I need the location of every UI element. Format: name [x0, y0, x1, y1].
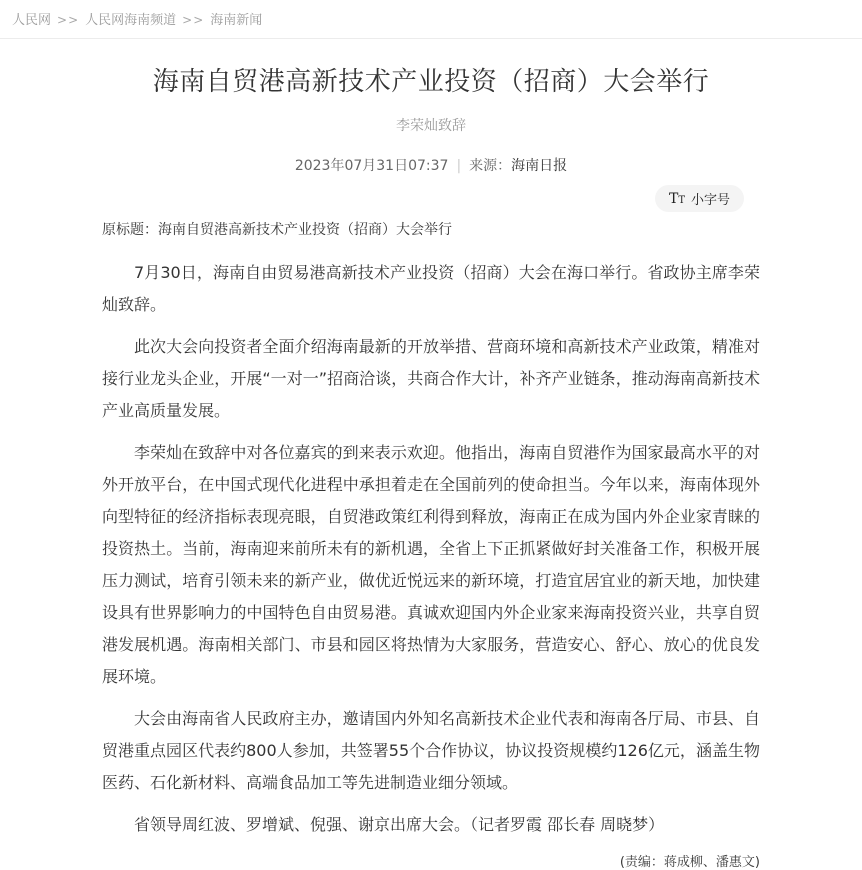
font-size-button[interactable] — [655, 185, 744, 212]
article-paragraph: 李荣灿在致辞中对各位嘉宾的到来表示欢迎。他指出，海南自贸港作为国家最高水平的对外开放平台，在中国式现代化进程中承担着走在全国前列的使命担当。今年以来，海南体现外向型特征的经济指标表现亮眼，自贸港政策红利得到释放，海南正在成为国内外企业家青睐的投资热土。当前，海南迎来前所未有的新机遇，全省上下正抓紧做好封关准备工作，积极开展压力测试，培育引领未来的新产业，做优近悦远来的新环境，打造宜居宜业的新天地，加快建设具有世界影响力的中国特色自由贸易港。真诚欢迎国内外企业家来海南投资兴业，共享自贸港发展机遇。海南相关部门、市县和园区将热情为大家服务，营造安心、舒心、放心的优良发展环境。 — [102, 443, 760, 687]
original-title-line: 原标题：海南自贸港高新技术产业投资（招商）大会举行 — [102, 222, 452, 239]
source-link[interactable]: 海南日报 — [511, 158, 568, 175]
article-subtitle: 李荣灿致辞 — [396, 118, 466, 135]
publish-datetime: 2023年07月31日07:37 — [294, 158, 449, 175]
meta-divider: | — [456, 158, 462, 175]
font-size-icon: T T — [668, 190, 685, 207]
article-paragraph: 大会由海南省人民政府主办，邀请国内外知名高新技术企业代表和海南各厅局、市县、自贸港重点园区代表约800人参加，共签署55个合作协议，协议投资规模约126亿元，涵盖生物医药、石化新材料、高端食品加工等先进制造业细分领域。 — [102, 709, 760, 793]
breadcrumb-link-peoples-daily[interactable]: 人民网 — [12, 13, 52, 28]
breadcrumb — [0, 0, 862, 38]
article-paragraph: 7月30日，海南自由贸易港高新技术产业投资（招商）大会在海口举行。省政协主席李荣灿致辞。 — [102, 263, 760, 315]
article-meta — [102, 155, 760, 175]
editor-credit: (责编：蒋成柳、潘惠文) — [619, 855, 760, 870]
breadcrumb-separator: >> — [57, 13, 80, 27]
header-divider — [0, 38, 862, 39]
font-size-button-label: 小字号 — [690, 193, 730, 208]
article-title: 海南自贸港高新技术产业投资（招商）大会举行 — [152, 67, 710, 97]
breadcrumb-link-hainan-news[interactable]: 海南新闻 — [210, 13, 263, 28]
source-label: 来源： — [469, 158, 512, 175]
article-paragraph: 省领导周红波、罗增斌、倪强、谢京出席大会。（记者罗霞 邵长春 周晓梦） — [134, 815, 665, 835]
article-body — [102, 257, 760, 841]
article-paragraph: 此次大会向投资者全面介绍海南最新的开放举措、营商环境和高新技术产业政策，精准对接行业龙头企业，开展“一对一”招商洽谈，共商合作大计，补齐产业链条，推动海南高新技术产业高质量发展。 — [102, 337, 760, 421]
breadcrumb-separator: >> — [182, 13, 205, 27]
article-container — [102, 65, 760, 870]
breadcrumb-link-hainan-channel[interactable]: 人民网海南频道 — [85, 13, 177, 28]
